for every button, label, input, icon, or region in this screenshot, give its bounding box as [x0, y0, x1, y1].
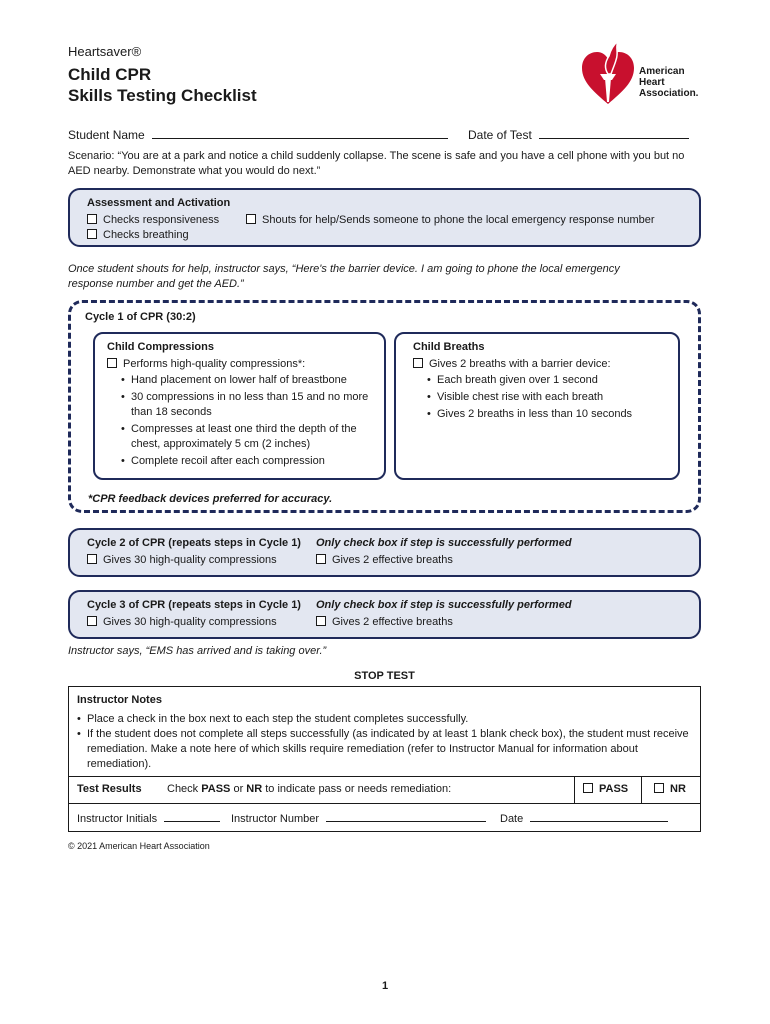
- list-item: • Visible chest rise with each breath: [427, 390, 667, 405]
- aha-logo: [578, 38, 708, 108]
- divider: [574, 776, 575, 803]
- page-number: 1: [381, 980, 389, 992]
- cycle-3-title: Cycle 3 of CPR (repeats steps in Cycle 1): [87, 599, 301, 611]
- breaths-label: Gives 2 breaths with a barrier device:: [429, 358, 611, 370]
- instructor-notes-title: Instructor Notes: [77, 694, 162, 706]
- cycle-2-panel: [68, 528, 701, 577]
- nr-checkbox[interactable]: [654, 783, 664, 793]
- date-field[interactable]: [530, 810, 668, 822]
- student-name-row: [68, 127, 448, 143]
- breaths-item: [413, 357, 611, 372]
- instructor-number-row: [231, 810, 486, 827]
- cycle-3-compressions-checkbox[interactable]: [87, 616, 97, 626]
- child-compressions-box: [93, 332, 386, 480]
- instructor-initials-field[interactable]: [164, 810, 220, 822]
- instructor-notes-list: [77, 712, 692, 772]
- cycle-2-compressions-checkbox[interactable]: [87, 554, 97, 564]
- cycle-2-breaths-label: Gives 2 effective breaths: [332, 554, 453, 566]
- logo-text-3: Association.: [639, 88, 699, 99]
- pass-checkbox[interactable]: [583, 783, 593, 793]
- cycle-3-breaths-label: Gives 2 effective breaths: [332, 616, 453, 628]
- divider: [69, 776, 700, 777]
- student-name-label: Student Name: [68, 128, 145, 142]
- title-line-1: Child CPR: [68, 65, 152, 84]
- list-item: • Place a check in the box next to each step the student completes successfully.: [77, 712, 692, 727]
- breaths-criteria-list: [427, 373, 667, 422]
- cycle-3-panel: [68, 590, 701, 639]
- results-instr-post: to indicate pass or needs remediation:: [262, 783, 452, 795]
- child-breaths-box: [394, 332, 680, 480]
- nr-option: [654, 782, 686, 797]
- checks-breathing-label: Checks breathing: [103, 229, 189, 241]
- shouts-for-help-label: Shouts for help/Sends someone to phone the local emergency response number: [262, 214, 655, 226]
- program-name: Heartsaver®: [68, 44, 142, 59]
- cycle-2-breaths-checkbox[interactable]: [316, 554, 326, 564]
- checks-responsiveness-label: Checks responsiveness: [103, 214, 220, 226]
- title-line-2: Skills Testing Checklist: [68, 86, 257, 105]
- instructor-initials-row: [77, 810, 220, 827]
- compressions-criteria-list: [121, 373, 373, 469]
- logo-text-2: Heart: [639, 77, 665, 88]
- compressions-label: Performs high-quality compressions*:: [123, 358, 306, 370]
- list-item: • 30 compressions in no less than 15 and no more than 18 seconds: [121, 390, 373, 420]
- list-item: • Gives 2 breaths in less than 10 seconds: [427, 407, 667, 422]
- checks-breathing-checkbox[interactable]: [87, 229, 97, 239]
- cycle-2-compressions-item: [87, 553, 277, 568]
- cycle-2-breaths-item: [316, 553, 453, 568]
- logo-text-1: American: [639, 66, 685, 77]
- instructor-initials-label: Instructor Initials: [77, 813, 158, 825]
- nr-label: NR: [670, 783, 686, 795]
- assessment-panel: [68, 188, 701, 247]
- shouts-for-help-item: [246, 213, 655, 228]
- cycle-3-compressions-item: [87, 615, 277, 630]
- stop-test-heading: STOP TEST: [354, 670, 415, 682]
- cycle-1-panel: [68, 300, 701, 513]
- list-item: • If the student does not complete all steps successfully (as indicated by at least 1 blank check box), the student must receive remediation. Make a note here of which skills require remediation (refer to Instructor Manual for information about remediation).: [77, 727, 692, 772]
- pass-option: [583, 782, 628, 797]
- list-item: • Each breath given over 1 second: [427, 373, 667, 388]
- divider: [69, 803, 700, 804]
- list-item: • Compresses at least one third the depth of the chest, approximately 5 cm (2 inches): [121, 422, 373, 452]
- results-instr-nr: NR: [246, 783, 263, 795]
- date-of-test-field[interactable]: [539, 127, 689, 139]
- date-row: [500, 810, 668, 827]
- breaths-checkbox[interactable]: [413, 358, 423, 368]
- child-breaths-title: Child Breaths: [413, 341, 485, 353]
- cycle-3-note: Only check box if step is successfully performed: [316, 599, 572, 611]
- instructor-prompt-barrier: Once student shouts for help, instructor says, “Here's the barrier device. I am going to phone the local emergency response number and get the AED.”: [68, 263, 620, 290]
- test-results-instructions: [167, 782, 451, 797]
- checks-breathing-item: [87, 228, 189, 243]
- copyright: © 2021 American Heart Association: [68, 841, 210, 851]
- checks-responsiveness-item: [87, 213, 219, 228]
- results-instr-pass: PASS: [201, 783, 231, 795]
- scenario-text: Scenario: “You are at a park and notice a child suddenly collapse. The scene is safe and you have a cell phone with you but no AED nearby. Demonstrate what you would do next.”: [68, 150, 685, 177]
- date-of-test-row: [468, 127, 689, 143]
- instructor-prompt-ems: Instructor says, “EMS has arrived and is taking over.”: [68, 645, 327, 657]
- results-instr-mid: or: [230, 783, 247, 795]
- test-results-label: Test Results: [77, 783, 142, 795]
- page-title: [68, 64, 257, 106]
- divider: [641, 776, 642, 803]
- pass-label: PASS: [599, 783, 629, 795]
- heart-torch-icon: [578, 38, 638, 108]
- results-instr-pre: Check: [167, 783, 202, 795]
- child-compressions-title: Child Compressions: [107, 341, 214, 353]
- cycle-2-note: Only check box if step is successfully performed: [316, 537, 572, 549]
- cycle-2-compressions-label: Gives 30 high-quality compressions: [103, 554, 277, 566]
- list-item: • Complete recoil after each compression: [121, 454, 373, 469]
- checks-responsiveness-checkbox[interactable]: [87, 214, 97, 224]
- instructor-number-label: Instructor Number: [231, 813, 320, 825]
- cycle-3-breaths-checkbox[interactable]: [316, 616, 326, 626]
- date-of-test-label: Date of Test: [468, 128, 532, 142]
- shouts-for-help-checkbox[interactable]: [246, 214, 256, 224]
- cycle-3-compressions-label: Gives 30 high-quality compressions: [103, 616, 277, 628]
- instructor-number-field[interactable]: [326, 810, 486, 822]
- date-label: Date: [500, 813, 524, 825]
- list-item: • Hand placement on lower half of breastbone: [121, 373, 373, 388]
- cycle-3-breaths-item: [316, 615, 453, 630]
- instructor-notes-box: [68, 686, 701, 832]
- cycle-2-title: Cycle 2 of CPR (repeats steps in Cycle 1): [87, 537, 301, 549]
- cpr-feedback-footnote: *CPR feedback devices preferred for accuracy.: [88, 493, 333, 505]
- assessment-title: Assessment and Activation: [87, 197, 231, 209]
- compressions-item: [107, 357, 305, 372]
- compressions-checkbox[interactable]: [107, 358, 117, 368]
- cycle-1-title: Cycle 1 of CPR (30:2): [85, 311, 196, 323]
- student-name-field[interactable]: [152, 127, 448, 139]
